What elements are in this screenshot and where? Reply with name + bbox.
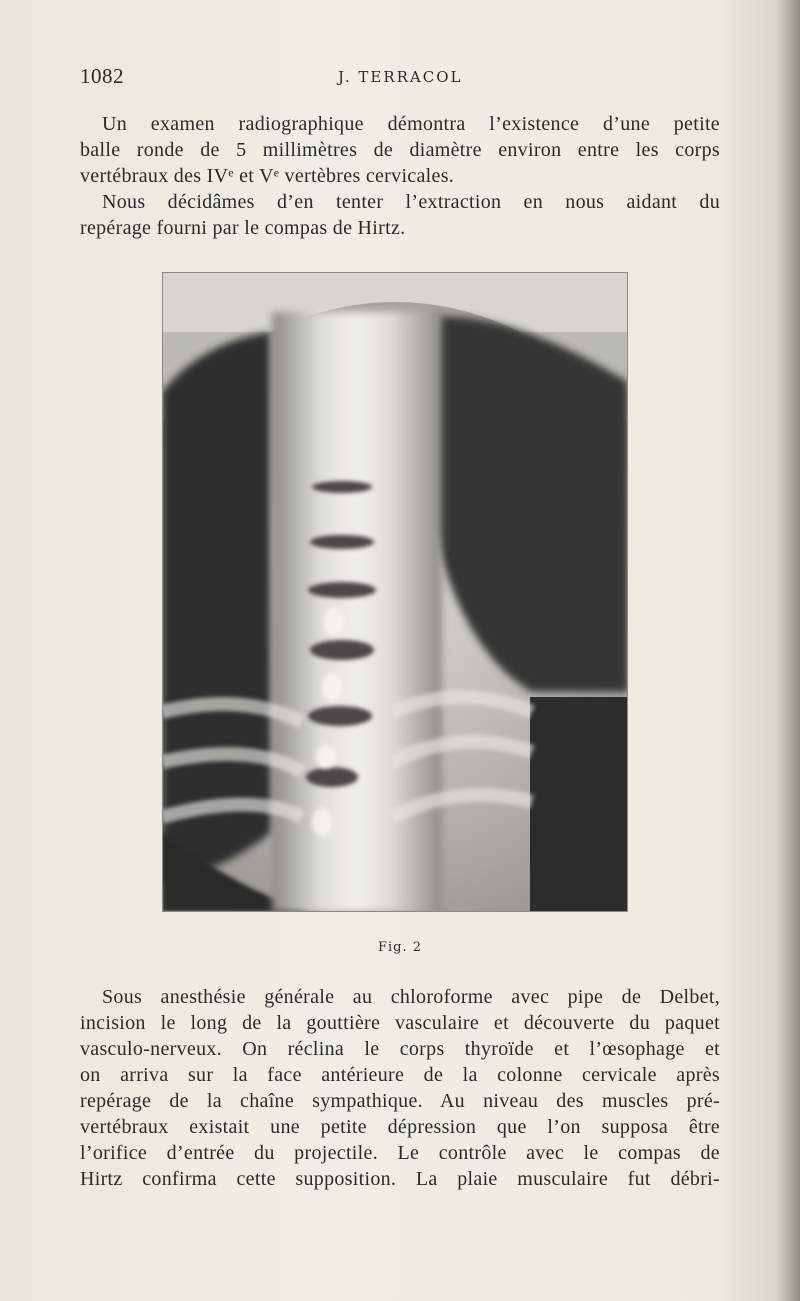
- text-line: repérage de la chaîne sympathique. Au niveau des muscles pré-: [80, 1090, 720, 1112]
- text-line: on arriva sur la face antérieure de la colonne cervicale après: [80, 1064, 720, 1086]
- text-line: vertébraux des IVᵉ et Vᵉ vertèbres cervicales.: [80, 165, 455, 187]
- text-line: balle ronde de 5 millimètres de diamètre environ entre les corps: [80, 139, 720, 161]
- page-number: 1082: [80, 64, 124, 88]
- text-line: l’orifice d’entrée du projectile. Le contrôle avec le compas de: [80, 1142, 720, 1164]
- body-paragraph: [80, 984, 720, 1192]
- text-line: Sous anesthésie générale au chloroforme avec pipe de Delbet,: [102, 986, 720, 1008]
- text-line: Un examen radiographique démontra l’existence d’une petite: [102, 113, 720, 135]
- page-header: [80, 64, 720, 94]
- text-line: vasculo-nerveux. On réclina le corps thyroïde et l’œsophage et: [80, 1038, 720, 1060]
- text-line: Nous décidâmes d’en tenter l’extraction en nous aidant du: [102, 191, 720, 213]
- figure-caption: Fig. 2: [377, 940, 423, 955]
- radiograph-image: [162, 272, 628, 912]
- text-line: vertébraux existait une petite dépression que l’on supposa être: [80, 1116, 720, 1138]
- text-line: incision le long de la gouttière vasculaire et découverte du paquet: [80, 1012, 720, 1034]
- radiograph-figure: [162, 272, 628, 912]
- text-line: Hirtz confirma cette supposition. La plaie musculaire fut débri-: [80, 1168, 720, 1190]
- text-line: repérage fourni par le compas de Hirtz.: [80, 217, 406, 239]
- running-head: J. TERRACOL: [338, 68, 463, 86]
- intro-paragraph: [80, 111, 720, 241]
